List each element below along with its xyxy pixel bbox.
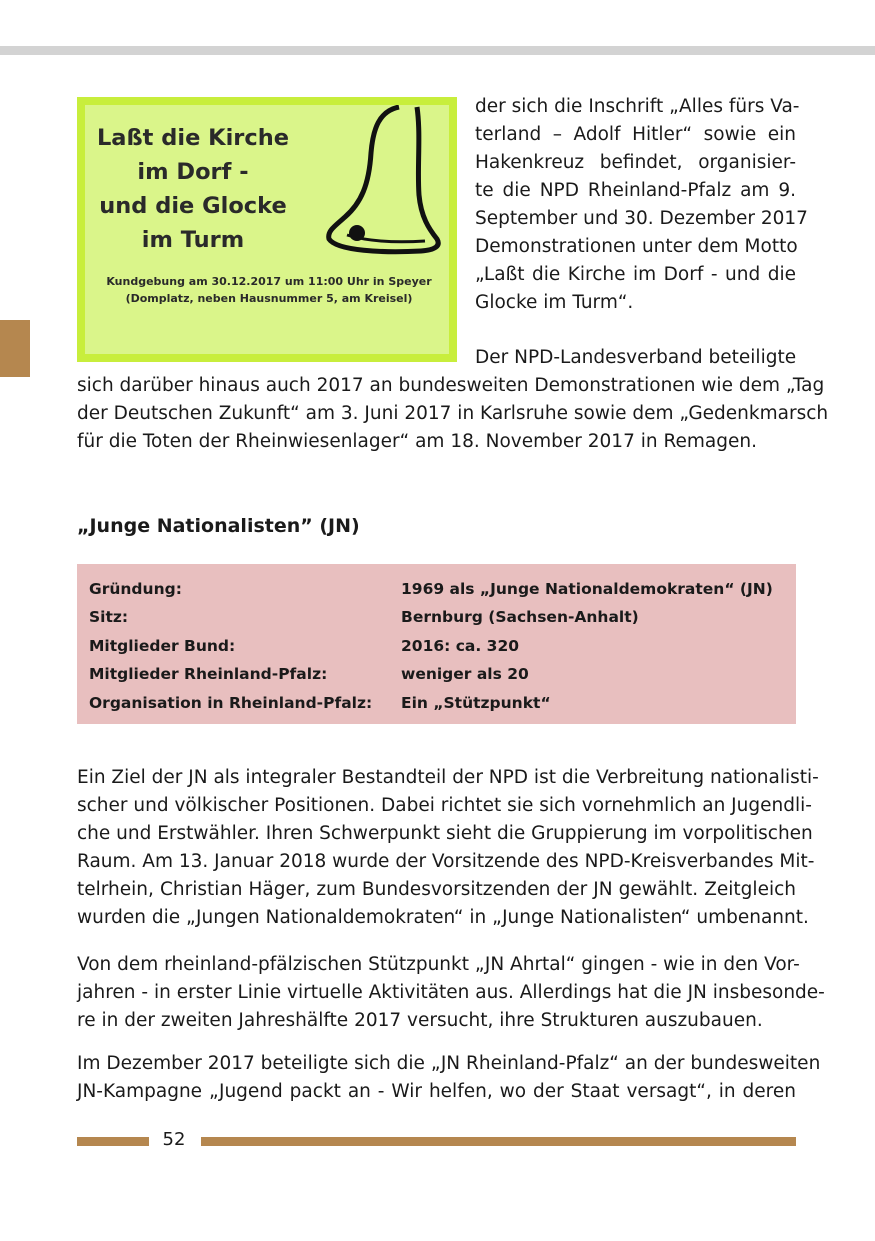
fact-row: [77, 634, 796, 658]
fact-row: [77, 691, 796, 715]
fact-label: Mitglieder Bund:: [89, 637, 236, 655]
fact-label: Gründung:: [89, 580, 182, 598]
fact-row: [77, 662, 796, 686]
poster-title-line: Laßt die Kirche: [96, 125, 290, 151]
section-heading: „Junge Nationalisten” (JN): [77, 515, 360, 537]
poster-event-info: [89, 273, 449, 307]
text-line: JN-Kampagne „Jugend packt an - Wir helfen, wo der Staat versagt“, in deren: [77, 1081, 796, 1102]
poster-event-line: Kundgebung am 30.12.2017 um 11:00 Uhr in Speyer: [106, 275, 432, 288]
bell-icon: [317, 105, 442, 270]
text-line: te die NPD Rheinland-Pfalz am 9.: [475, 180, 796, 201]
poster-title-line: im Dorf -: [137, 159, 249, 185]
poster-panel: [85, 105, 449, 354]
text-line: scher und völkischer Positionen. Dabei richtet sie sich vornehmlich an Jugendli-: [77, 795, 812, 816]
text-line: che und Erstwähler. Ihren Schwerpunkt sieht die Gruppierung im vorpolitischen: [77, 823, 813, 844]
text-line: für die Toten der Rheinwiesenlager“ am 18. November 2017 in Remagen.: [77, 431, 757, 452]
paragraph-poster-description: [475, 93, 808, 317]
demo-poster-image: [77, 97, 457, 362]
fact-value: Ein „Stützpunkt“: [401, 694, 551, 712]
text-line: Im Dezember 2017 beteiligte sich die „JN Rheinland-Pfalz“ an der bundesweiten: [77, 1053, 821, 1074]
fact-value: Bernburg (Sachsen-Anhalt): [401, 608, 639, 626]
footer-rule-left: [77, 1137, 149, 1146]
fact-value: 1969 als „Junge Nationaldemokraten“ (JN): [401, 580, 773, 598]
paragraph-jn-goals: [77, 764, 819, 932]
poster-title: [93, 121, 293, 257]
poster-title-line: im Turm: [141, 227, 245, 253]
text-line: Von dem rheinland-pfälzischen Stützpunkt „JN Ahrtal“ gingen - wie in den Vor-: [77, 954, 800, 975]
text-line: wurden die „Jungen Nationaldemokraten“ in „Junge Nationalisten“ umbenannt.: [77, 907, 809, 928]
chapter-tab-marker: [0, 320, 30, 377]
fact-label: Organisation in Rheinland-Pfalz:: [89, 694, 373, 712]
text-line: Glocke im Turm“.: [475, 292, 634, 313]
top-rule: [0, 46, 875, 55]
text-line: Ein Ziel der JN als integraler Bestandteil der NPD ist die Verbreitung nationalisti-: [77, 767, 819, 788]
paragraph-jn-ahrtal: [77, 951, 825, 1035]
fact-row: [77, 605, 796, 629]
paragraph-demonstrations: [77, 372, 829, 456]
text-line: Hakenkreuz befindet, organisier-: [475, 152, 796, 173]
poster-event-line: (Domplatz, neben Hausnummer 5, am Kreisel): [125, 292, 413, 305]
fact-value: 2016: ca. 320: [401, 637, 520, 655]
text-line: der Deutschen Zukunft“ am 3. Juni 2017 in Karlsruhe sowie dem „Gedenkmarsch: [77, 403, 829, 424]
text-line: terland – Adolf Hitler“ sowie ein: [475, 124, 796, 145]
text-line: „Laßt die Kirche im Dorf - und die: [475, 264, 796, 285]
fact-value: weniger als 20: [401, 665, 529, 683]
text-line: September und 30. Dezember 2017: [475, 208, 808, 229]
fact-row: [77, 577, 796, 601]
text-line: telrhein, Christian Häger, zum Bundesvorsitzenden der JN gewählt. Zeitgleich: [77, 879, 796, 900]
text-line: Der NPD-Landesverband beteiligte: [475, 347, 797, 368]
text-line: re in der zweiten Jahreshälfte 2017 versucht, ihre Strukturen auszubauen.: [77, 1010, 763, 1031]
text-line: Demonstrationen unter dem Motto: [475, 236, 798, 257]
text-line: jahren - in erster Linie virtuelle Aktivitäten aus. Allerdings hat die JN insbesonde-: [77, 982, 825, 1003]
text-line: Raum. Am 13. Januar 2018 wurde der Vorsitzende des NPD-Kreisverbandes Mit-: [77, 851, 815, 872]
fact-label: Mitglieder Rheinland-Pfalz:: [89, 665, 328, 683]
page-number: 52: [162, 1129, 186, 1150]
paragraph-jn-campaign: [77, 1050, 821, 1106]
text-line: sich darüber hinaus auch 2017 an bundesweiten Demonstrationen wie dem „Tag: [77, 375, 825, 396]
text-line: der sich die Inschrift „Alles fürs Va-: [475, 96, 800, 117]
poster-title-line: und die Glocke: [99, 193, 287, 219]
footer-rule-right: [201, 1137, 796, 1146]
fact-label: Sitz:: [89, 608, 129, 626]
organization-fact-box: [77, 564, 796, 724]
